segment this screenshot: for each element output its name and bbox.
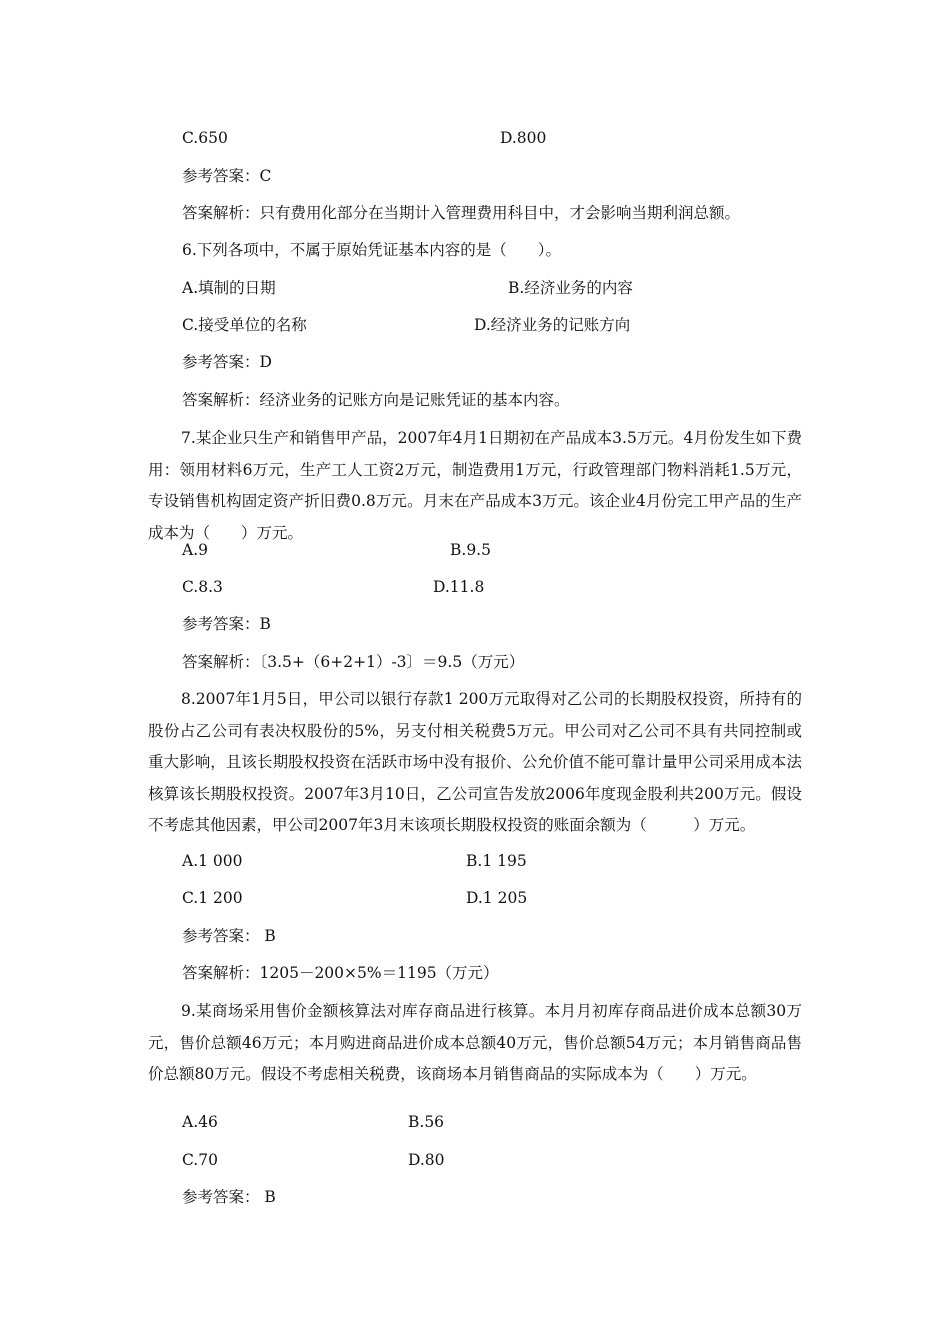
q9-stem: 9.某商场采用售价金额核算法对库存商品进行核算。本月月初库存商品进价成本总额30万元，售价总额46万元；本月购进商品进价成本总额40万元，售价总额54万元；本月销售商品售价总额80万元。假设不考虑相关税费，该商场本月销售商品的实际成本为（ ）万元。 — [148, 1002, 802, 1083]
q6-option-c: C.接受单位的名称 — [182, 316, 307, 334]
q8-analysis: 答案解析：1205－200×5%＝1195（万元） — [182, 964, 499, 982]
q6-option-d: D.经济业务的记账方向 — [474, 316, 631, 334]
q9-answer: 参考答案： B — [182, 1188, 276, 1206]
q8-answer: 参考答案： B — [182, 927, 276, 945]
q7-answer: 参考答案：B — [182, 615, 271, 633]
q5-option-c: C.650 — [182, 129, 228, 147]
q6-stem: 6.下列各项中，不属于原始凭证基本内容的是（ ）。 — [182, 241, 562, 259]
q7-option-d: D.11.8 — [433, 578, 485, 596]
q8-stem: 8.2007年1月5日，甲公司以银行存款1 200万元取得对乙公司的长期股权投资，所持有的股份占乙公司有表决权股份的5%，另支付相关税费5万元。甲公司对乙公司不具有共同控制或重大影响，且该长期股权投资在活跃市场中没有报价、公允价值不能可靠计量甲公司采用成本法核算该长期股权投资。2007年3月10日，乙公司宣告发放2006年度现金股利共200万元。假设不考虑其他因素，甲公司2007年3月末该项长期股权投资的账面余额为（ ）万元。 — [148, 690, 802, 834]
q6-option-a: A.填制的日期 — [182, 279, 276, 297]
q7-option-c: C.8.3 — [182, 578, 223, 596]
q5-answer: 参考答案：C — [182, 167, 272, 185]
q7-option-b: B.9.5 — [450, 541, 491, 559]
q9-option-b: B.56 — [408, 1113, 445, 1131]
q7-option-a: A.9 — [182, 541, 208, 559]
q5-analysis: 答案解析：只有费用化部分在当期计入管理费用科目中，才会影响当期利润总额。 — [182, 204, 741, 222]
q8-option-a: A.1 000 — [182, 852, 243, 870]
q9-option-c: C.70 — [182, 1151, 218, 1169]
q7-stem: 7.某企业只生产和销售甲产品，2007年4月1日期初在产品成本3.5万元。4月份发生如下费用：领用材料6万元，生产工人工资2万元，制造费用1万元，行政管理部门物料消耗1.5万元，专设销售机构固定资产折旧费0.8万元。月末在产品成本3万元。该企业4月份完工甲产品的生产成本为（ ）万元。 — [148, 429, 802, 542]
q6-analysis: 答案解析：经济业务的记账方向是记账凭证的基本内容。 — [182, 391, 570, 409]
q8-option-d: D.1 205 — [466, 889, 528, 907]
q7-analysis: 答案解析：〔3.5+（6+2+1）-3〕＝9.5（万元） — [182, 653, 525, 671]
q5-option-d: D.800 — [500, 129, 547, 147]
q6-option-b: B.经济业务的内容 — [508, 279, 633, 297]
q8-option-b: B.1 195 — [466, 852, 527, 870]
q8-option-c: C.1 200 — [182, 889, 243, 907]
q9-option-d: D.80 — [408, 1151, 445, 1169]
q6-answer: 参考答案：D — [182, 353, 272, 371]
q9-option-a: A.46 — [182, 1113, 218, 1131]
